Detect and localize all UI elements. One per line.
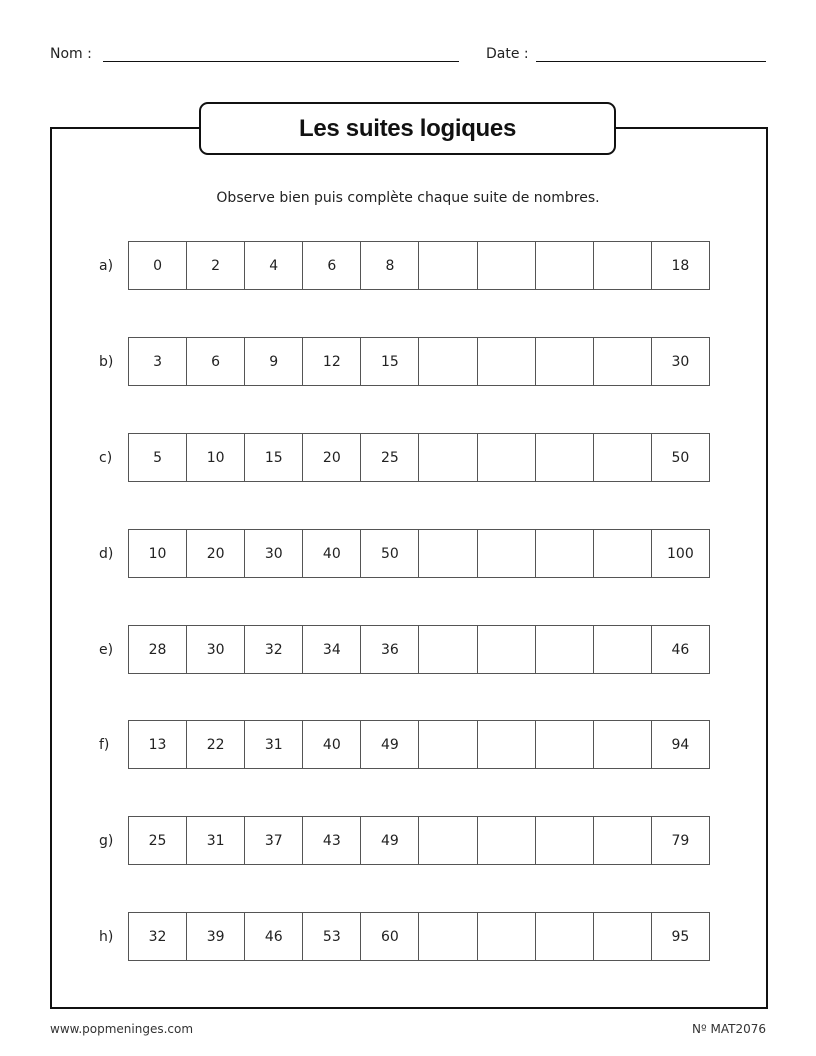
sequence-grid (128, 337, 710, 386)
sequence-label: c) (99, 450, 113, 466)
sequence-label: a) (99, 258, 114, 274)
footer-reference: Nº MAT2076 (692, 1022, 766, 1036)
given-cell: 46 (652, 626, 710, 673)
given-cell: 37 (245, 817, 303, 864)
given-cell: 46 (245, 913, 303, 960)
given-cell: 25 (129, 817, 187, 864)
given-cell: 10 (187, 434, 245, 481)
given-cell: 13 (129, 721, 187, 768)
given-cell: 60 (361, 913, 419, 960)
given-cell: 15 (245, 434, 303, 481)
given-cell: 8 (361, 242, 419, 289)
given-cell: 79 (652, 817, 710, 864)
answer-cell[interactable] (594, 913, 652, 960)
given-cell: 3 (129, 338, 187, 385)
answer-cell[interactable] (478, 913, 536, 960)
given-cell: 2 (187, 242, 245, 289)
sequence-row (0, 433, 816, 483)
answer-cell[interactable] (419, 530, 477, 577)
answer-cell[interactable] (536, 434, 594, 481)
given-cell: 22 (187, 721, 245, 768)
answer-cell[interactable] (419, 338, 477, 385)
given-cell: 43 (303, 817, 361, 864)
given-cell: 40 (303, 721, 361, 768)
sequence-row (0, 337, 816, 387)
instruction-text: Observe bien puis complète chaque suite de nombres. (216, 190, 600, 206)
answer-cell[interactable] (478, 338, 536, 385)
given-cell: 36 (361, 626, 419, 673)
answer-cell[interactable] (536, 242, 594, 289)
given-cell: 32 (129, 913, 187, 960)
given-cell: 50 (652, 434, 710, 481)
sequence-grid (128, 720, 710, 769)
given-cell: 20 (303, 434, 361, 481)
sequence-label: h) (99, 929, 114, 945)
answer-cell[interactable] (594, 434, 652, 481)
given-cell: 49 (361, 721, 419, 768)
given-cell: 95 (652, 913, 710, 960)
name-field[interactable] (103, 61, 459, 62)
answer-cell[interactable] (478, 721, 536, 768)
answer-cell[interactable] (419, 626, 477, 673)
answer-cell[interactable] (478, 242, 536, 289)
answer-cell[interactable] (419, 434, 477, 481)
given-cell: 50 (361, 530, 419, 577)
given-cell: 30 (187, 626, 245, 673)
answer-cell[interactable] (536, 338, 594, 385)
given-cell: 6 (187, 338, 245, 385)
answer-cell[interactable] (594, 338, 652, 385)
date-field[interactable] (536, 61, 766, 62)
given-cell: 0 (129, 242, 187, 289)
given-cell: 25 (361, 434, 419, 481)
given-cell: 53 (303, 913, 361, 960)
sequence-label: b) (99, 354, 114, 370)
given-cell: 9 (245, 338, 303, 385)
answer-cell[interactable] (419, 817, 477, 864)
given-cell: 20 (187, 530, 245, 577)
answer-cell[interactable] (536, 530, 594, 577)
sequence-label: f) (99, 737, 110, 753)
given-cell: 30 (652, 338, 710, 385)
given-cell: 94 (652, 721, 710, 768)
answer-cell[interactable] (536, 626, 594, 673)
sequence-grid (128, 912, 710, 961)
answer-cell[interactable] (594, 817, 652, 864)
answer-cell[interactable] (419, 242, 477, 289)
given-cell: 15 (361, 338, 419, 385)
answer-cell[interactable] (419, 913, 477, 960)
sequence-label: d) (99, 546, 114, 562)
answer-cell[interactable] (594, 530, 652, 577)
given-cell: 40 (303, 530, 361, 577)
sequence-row (0, 720, 816, 770)
given-cell: 12 (303, 338, 361, 385)
title-box (199, 102, 616, 155)
page-title: Les suites logiques (298, 114, 517, 142)
sequence-row (0, 816, 816, 866)
given-cell: 10 (129, 530, 187, 577)
answer-cell[interactable] (478, 434, 536, 481)
given-cell: 4 (245, 242, 303, 289)
name-label: Nom : (50, 46, 92, 62)
given-cell: 31 (245, 721, 303, 768)
given-cell: 6 (303, 242, 361, 289)
answer-cell[interactable] (594, 626, 652, 673)
sequence-label: g) (99, 833, 114, 849)
sequence-grid (128, 625, 710, 674)
given-cell: 32 (245, 626, 303, 673)
answer-cell[interactable] (536, 913, 594, 960)
given-cell: 5 (129, 434, 187, 481)
sequence-row (0, 625, 816, 675)
sequence-row (0, 529, 816, 579)
answer-cell[interactable] (594, 721, 652, 768)
answer-cell[interactable] (536, 721, 594, 768)
given-cell: 18 (652, 242, 710, 289)
given-cell: 100 (652, 530, 710, 577)
answer-cell[interactable] (536, 817, 594, 864)
sequence-row (0, 912, 816, 962)
given-cell: 34 (303, 626, 361, 673)
answer-cell[interactable] (478, 817, 536, 864)
sequence-label: e) (99, 642, 114, 658)
date-label: Date : (486, 46, 529, 62)
given-cell: 30 (245, 530, 303, 577)
answer-cell[interactable] (478, 626, 536, 673)
given-cell: 31 (187, 817, 245, 864)
answer-cell[interactable] (419, 721, 477, 768)
answer-cell[interactable] (594, 242, 652, 289)
answer-cell[interactable] (478, 530, 536, 577)
footer-website: www.popmeninges.com (50, 1022, 194, 1036)
sequence-grid (128, 529, 710, 578)
sequence-grid (128, 816, 710, 865)
given-cell: 49 (361, 817, 419, 864)
given-cell: 39 (187, 913, 245, 960)
sequence-row (0, 241, 816, 291)
given-cell: 28 (129, 626, 187, 673)
sequence-grid (128, 433, 710, 482)
sequence-grid (128, 241, 710, 290)
